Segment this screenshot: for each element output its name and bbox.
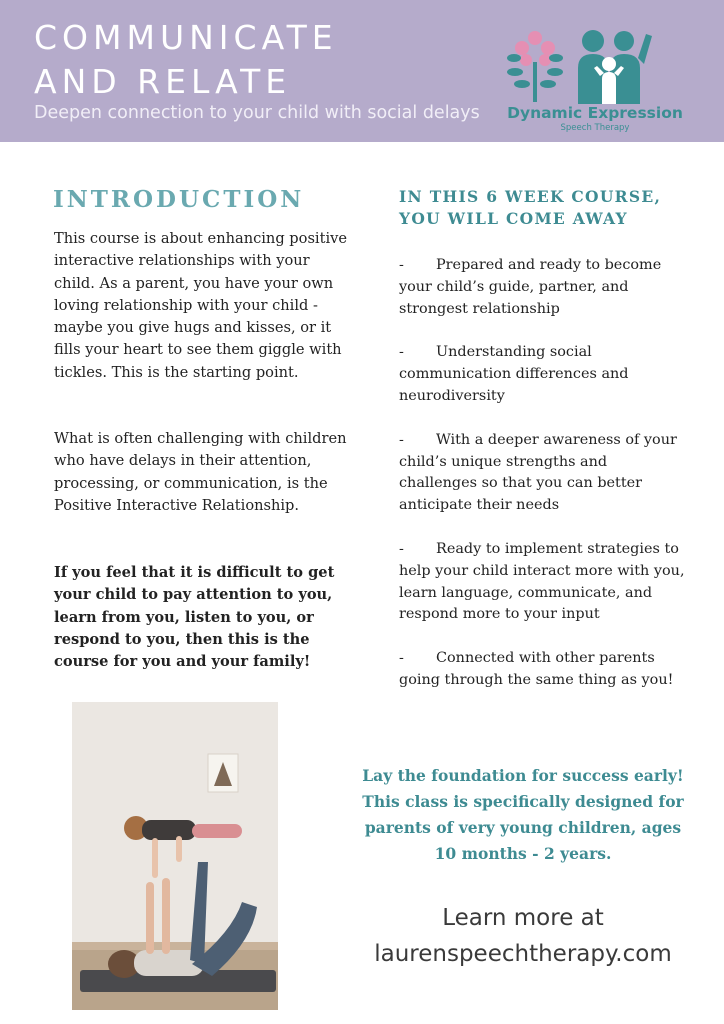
logo bbox=[500, 24, 690, 136]
bullet-text: Ready to implement strategies to help your child interact more with you, learn language, communicate, and respond more to your input bbox=[399, 540, 685, 623]
course-heading bbox=[399, 186, 661, 230]
list-item bbox=[399, 539, 689, 626]
foundation-callout: Lay the foundation for success early! This class is specifically designed for parents of very young children, ages 10 months - 2 years. bbox=[362, 766, 684, 863]
bullet-text: Prepared and ready to become your child’s guide, partner, and strongest relationship bbox=[399, 257, 662, 317]
bullet-dash: - bbox=[399, 540, 404, 557]
intro-heading: INTRODUCTION bbox=[53, 186, 305, 213]
title-line-2: AND RELATE bbox=[34, 62, 292, 101]
list-item bbox=[399, 648, 689, 692]
bullet-dash: - bbox=[399, 344, 404, 361]
learn-more bbox=[355, 900, 691, 972]
subtitle: Deepen connection to your child with social delays bbox=[34, 103, 480, 123]
bullet-dash: - bbox=[399, 257, 404, 273]
website-link[interactable]: laurenspeechtherapy.com bbox=[374, 941, 672, 967]
course-heading-line-1: IN THIS 6 WEEK COURSE, bbox=[399, 187, 662, 206]
list-item bbox=[399, 255, 689, 320]
learn-more-label: Learn more at bbox=[442, 905, 604, 931]
title-line-1: COMMUNICATE bbox=[34, 18, 338, 57]
intro-paragraph-3: If you feel that it is difficult to get your child to pay attention to you, learn from you, listen to you, or respond to you, then this is the course for you and your family! bbox=[54, 564, 335, 671]
course-heading-line-2: YOU WILL COME AWAY bbox=[399, 209, 628, 228]
logo-subtitle: Speech Therapy bbox=[560, 123, 630, 133]
bullet-text: Connected with other parents going through the same thing as you! bbox=[399, 650, 674, 688]
course-outcomes-list bbox=[399, 255, 689, 714]
bullet-text: Understanding social communication differences and neurodiversity bbox=[399, 344, 629, 404]
intro-paragraph-2: What is often challenging with children who have delays in their attention, processing, or communication, is the Positive Interactive Relationship. bbox=[54, 430, 347, 514]
parent-child-photo bbox=[72, 702, 278, 1010]
bullet-text: With a deeper awareness of your child’s unique strengths and challenges so that you can better anticipate their needs bbox=[399, 431, 677, 514]
logo-name: Dynamic Expression bbox=[507, 104, 683, 122]
bullet-dash: - bbox=[399, 431, 404, 448]
parent-child-photo-image bbox=[72, 702, 278, 1010]
intro-paragraph-1: This course is about enhancing positive interactive relationships with your child. As a parent, you have your own loving relationship with your child - maybe you give hugs and kisses, or it fills your heart to see them giggle with tickles. This is the starting point. bbox=[54, 230, 348, 381]
logo-graphic-icon bbox=[500, 24, 690, 104]
header-banner bbox=[0, 0, 724, 142]
list-item bbox=[399, 430, 689, 517]
bullet-dash: - bbox=[399, 650, 404, 667]
list-item bbox=[399, 342, 689, 407]
